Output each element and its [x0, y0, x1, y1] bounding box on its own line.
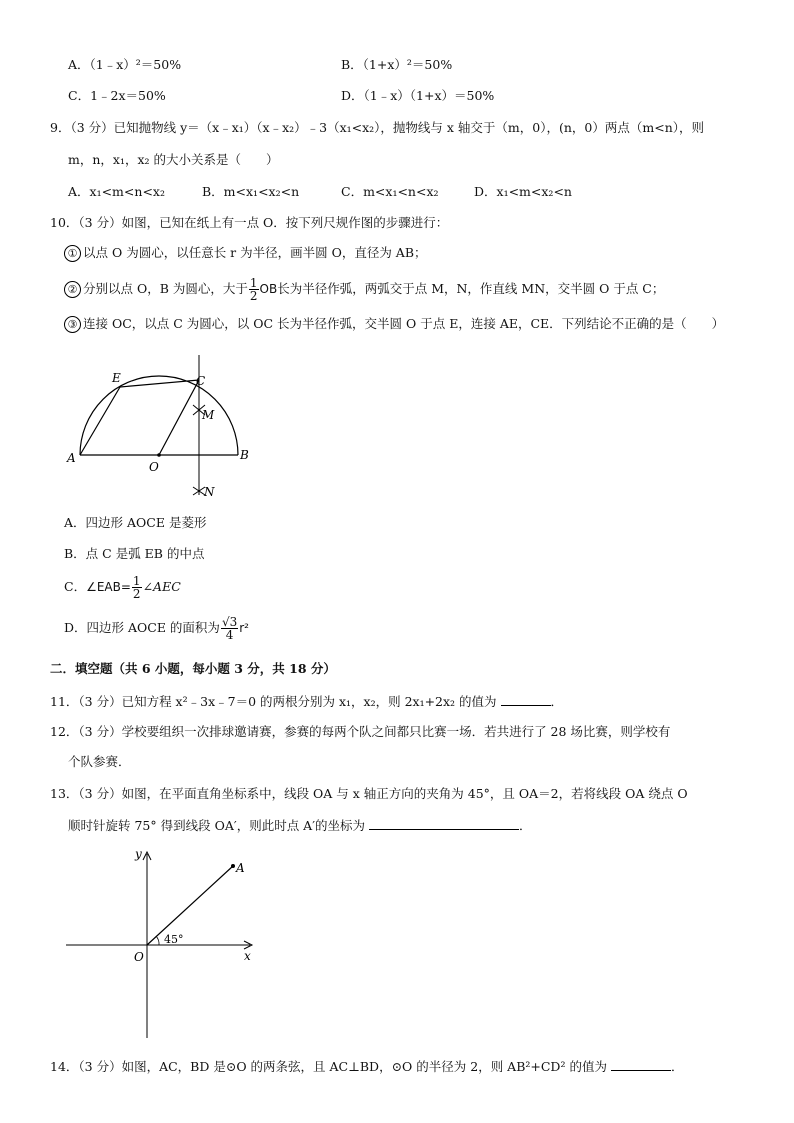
fraction-denominator: 2 [132, 587, 141, 601]
q13-line2 [68, 817, 532, 834]
label-x: x [244, 949, 251, 963]
fraction-sqrt3-over-4 [221, 616, 238, 641]
label-e: E [112, 371, 121, 385]
label-y: y [135, 847, 142, 861]
label-a: A [67, 451, 76, 465]
step3-text: 连接 OC，以点 C 为圆心，以 OC 长为半径作弧，交半圆 O 于点 E，连接 AE，CE．下列结论不正确的是（ ） [83, 316, 725, 331]
q10-stem: 10．（3 分）如图，已知在纸上有一点 O．按下列尺规作图的步骤进行： [50, 215, 449, 230]
q9-option-a: A．x₁<m<n<x₂ [68, 184, 165, 199]
angle-eab: ∠EAB= [86, 580, 131, 594]
semicircle-figure [60, 335, 260, 505]
fraction-numerator: 1 [132, 574, 141, 588]
q13-text: 顺时针旋转 75° 得到线段 OA′，则此时点 A′的坐标为 [68, 818, 366, 833]
q10-option-b: B．点 C 是弧 EB 的中点 [64, 546, 205, 561]
point-a [231, 864, 235, 868]
label-m: M [202, 408, 215, 422]
option-c-prefix: C． [64, 579, 87, 594]
section-title-fill-in: 二．填空题（共 6 小题，每小题 3 分，共 18 分） [50, 661, 336, 676]
q10-step1 [64, 245, 427, 262]
label-n: N [204, 485, 215, 499]
fraction-half-c [132, 575, 142, 600]
q9-option-d: D．x₁<m<x₂<n [474, 184, 572, 199]
label-45-degrees: 45° [164, 933, 184, 946]
q10-step2 [64, 276, 664, 302]
step2-text-b: 长为半径作弧，两弧交于点 M，N，作直线 MN，交半圆 O 于点 C； [277, 281, 665, 296]
segment-ae [80, 387, 120, 455]
q11 [50, 693, 563, 710]
q11-tail: ． [550, 694, 564, 709]
q8-option-b: B．（1+x）²＝50% [341, 57, 453, 72]
coordinate-figure [60, 842, 270, 1042]
step-number-3: ③ [64, 316, 81, 333]
q13-tail: ． [519, 818, 532, 833]
q10-option-a: A．四边形 AOCE 是菱形 [64, 515, 207, 530]
segment-ob: OB [259, 282, 278, 296]
q12-line1: 12．（3 分）学校要组织一次排球邀请赛，参赛的每两个队之间都只比赛一场．若共进行了 28 场比赛，则学校有 [50, 724, 671, 739]
option-d-prefix: D．四边形 AOCE 的面积为 [64, 620, 220, 635]
step2-text-a: 分别以点 O，B 为圆心，大于 [83, 281, 248, 296]
fraction-denominator: 4 [225, 628, 234, 642]
step1-text: 以点 O 为圆心，以任意长 r 为半径，画半圆 O，直径为 AB； [83, 245, 427, 260]
segment-oa [147, 866, 233, 945]
q9-stem-line2: m，n，x₁，x₂ 的大小关系是（ ） [68, 152, 279, 167]
step-number-2: ② [64, 281, 81, 298]
step-number-1: ① [64, 245, 81, 262]
fraction-numerator: 1 [249, 276, 258, 290]
q9-option-c: C．m<x₁<n<x₂ [341, 184, 439, 199]
fraction-half [249, 277, 259, 302]
q9-option-b: B．m<x₁<x₂<n [202, 184, 300, 199]
q10-step3 [64, 316, 724, 333]
answer-blank-q13[interactable] [369, 817, 519, 830]
q14 [50, 1058, 683, 1075]
center-point-o [157, 453, 161, 457]
q14-text: 14．（3 分）如图，AC，BD 是⊙O 的两条弦，且 AC⊥BD，⊙O 的半径为 2，则 AB²+CD² 的值为 [50, 1059, 607, 1074]
q10-option-d [64, 613, 249, 643]
label-a: A [236, 861, 245, 875]
q13-line1: 13．（3 分）如图，在平面直角坐标系中，线段 OA 与 x 轴正方向的夹角为 45°，且 OA＝2，若将线段 OA 绕点 O [50, 786, 688, 801]
angle-aec: ∠AEC [142, 579, 181, 594]
q8-option-a: A．（1﹣x）²＝50% [68, 57, 182, 72]
q8-option-d: D．（1﹣x）（1+x）＝50% [341, 88, 495, 103]
q14-tail: ． [670, 1059, 684, 1074]
label-c: C [196, 374, 206, 388]
r-squared: r² [239, 621, 249, 635]
fraction-numerator: √3 [221, 615, 238, 629]
answer-blank-q14[interactable] [611, 1058, 671, 1071]
answer-blank-q11[interactable] [501, 693, 551, 706]
segment-oc [159, 380, 199, 455]
q10-option-c [64, 573, 181, 601]
q8-option-c: C．1﹣2x＝50% [68, 88, 166, 103]
label-origin: O [134, 950, 144, 964]
label-o: O [149, 460, 159, 474]
q11-text: 11．（3 分）已知方程 x²﹣3x﹣7＝0 的两根分别为 x₁，x₂，则 2x₁+2x₂ 的值为 [50, 694, 497, 709]
q9-stem-line1: 9．（3 分）已知抛物线 y＝（x﹣x₁）（x﹣x₂）﹣3（x₁<x₂），抛物线与 x 轴交于（m，0），(n，0）两点（m<n），则 [50, 120, 704, 135]
fraction-denominator: 2 [249, 289, 258, 303]
angle-arc [156, 936, 159, 945]
label-b: B [240, 448, 249, 462]
q12-line2: 个队参赛． [68, 754, 131, 769]
